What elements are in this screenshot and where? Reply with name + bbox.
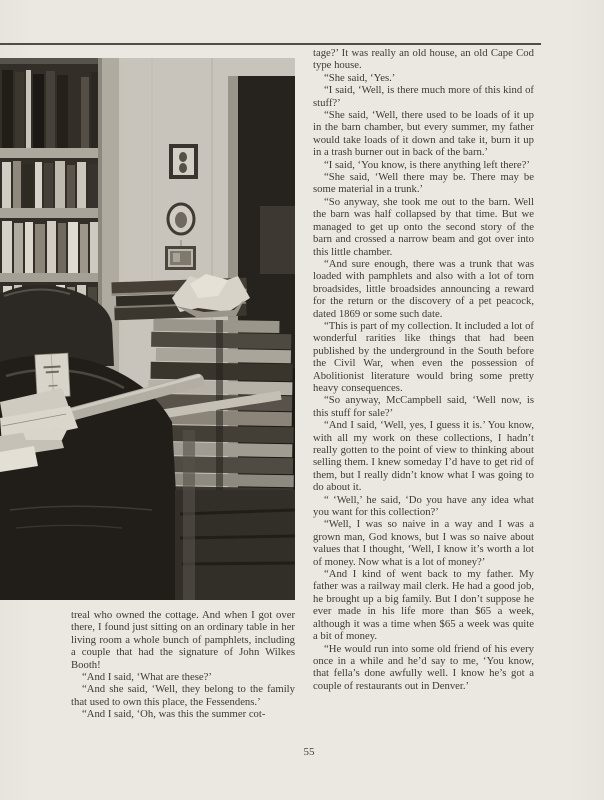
paragraph: “So anyway, she took me out to the barn. Well the barn was half collapsed by that time. But we managed to get up onto the second story of the barn and crossed a narrow beam and got over into this little chamber.	[313, 195, 534, 258]
top-rule-divider	[0, 43, 541, 45]
paragraph: “She said, ‘Well, there used to be loads of it up in the barn chamber, but every summer, my father would take loads of it down and take it, burn it up in a trash burner out in back of the barn.’	[313, 109, 534, 159]
paragraph: “So anyway, McCampbell said, ‘Well now, is this stuff for sale?’	[313, 394, 534, 419]
living-room-photo	[0, 58, 295, 600]
paragraph: “He would run into some old friend of his every once in a while and he’d say to me, ‘You know, that fella’s done awfully well. I know he’s got a couple of restaurants out in Denver.’	[313, 642, 534, 692]
paragraph: “And I said, ‘Oh, was this the summer cot-	[82, 708, 266, 721]
paragraph: tage?’ It was really an old house, an old Cape Cod type house.	[313, 47, 534, 72]
right-text-column	[313, 47, 534, 692]
photo-illustration	[0, 58, 295, 600]
paragraph: “And I said, ‘What are these?’	[82, 671, 212, 684]
paragraph: “ ‘Well,’ he said, ‘Do you have any idea what you want for this collection?’	[313, 493, 534, 519]
paragraph: “I said, ‘You know, is there anything left there?’	[324, 158, 530, 171]
paragraph: treal who owned the cottage. And when I got over there, I found just sitting on an ordinary table in her living room a whole bunch of pamphlets, including a couple that had the signature of John Wilkes Booth!	[71, 609, 295, 671]
paragraph: “Well, I was so naive in a way and I was a grown man, God knows, but I was so naive about values that I thought, ‘Well, I know it’s worth a lot of money. Now what is a lot of money?’	[313, 518, 534, 568]
page-number: 55	[303, 746, 315, 758]
paragraph: “She said, ‘Yes.’	[324, 71, 396, 84]
paragraph: “I said, ‘Well, is there much more of this kind of stuff?’	[313, 84, 534, 109]
paragraph: “And she said, ‘Well, they belong to the family that used to own this place, the Fessendens.’	[71, 683, 295, 708]
paragraph: “And I kind of went back to my father. My father was a railway mail clerk. He had a good job, he brought up a big family. But I don’t suppose he ever made in his life more than $65 a week, although it was a time when $65 a week was quite a bit of money.	[313, 568, 534, 643]
paragraph: “This is part of my collection. It included a lot of wonderful rarities like things that had been published by the underground in the South before the Civil War, when even the possession of Abolitionist literature would bring some pretty heavy consequences.	[313, 319, 534, 394]
paragraph: “And I said, ‘Well, yes, I guess it is.’ You know, with all my work on these collections, I hadn’t really gotten to the point of view to thinking about selling them. I knew someday I’d have to get rid of them, but I really didn’t know what I was going to do about it.	[313, 419, 534, 494]
paragraph: “And sure enough, there was a trunk that was loaded with pamphlets and also with a lot of torn broadsides, little broadsides announcing a reward for the return or the discovery of a pet peacock, dated 1869 or some such date.	[313, 257, 534, 320]
left-text-column	[71, 609, 295, 721]
paragraph: “She said, ‘Well there may be. There may be some material in a trunk.’	[313, 171, 534, 196]
